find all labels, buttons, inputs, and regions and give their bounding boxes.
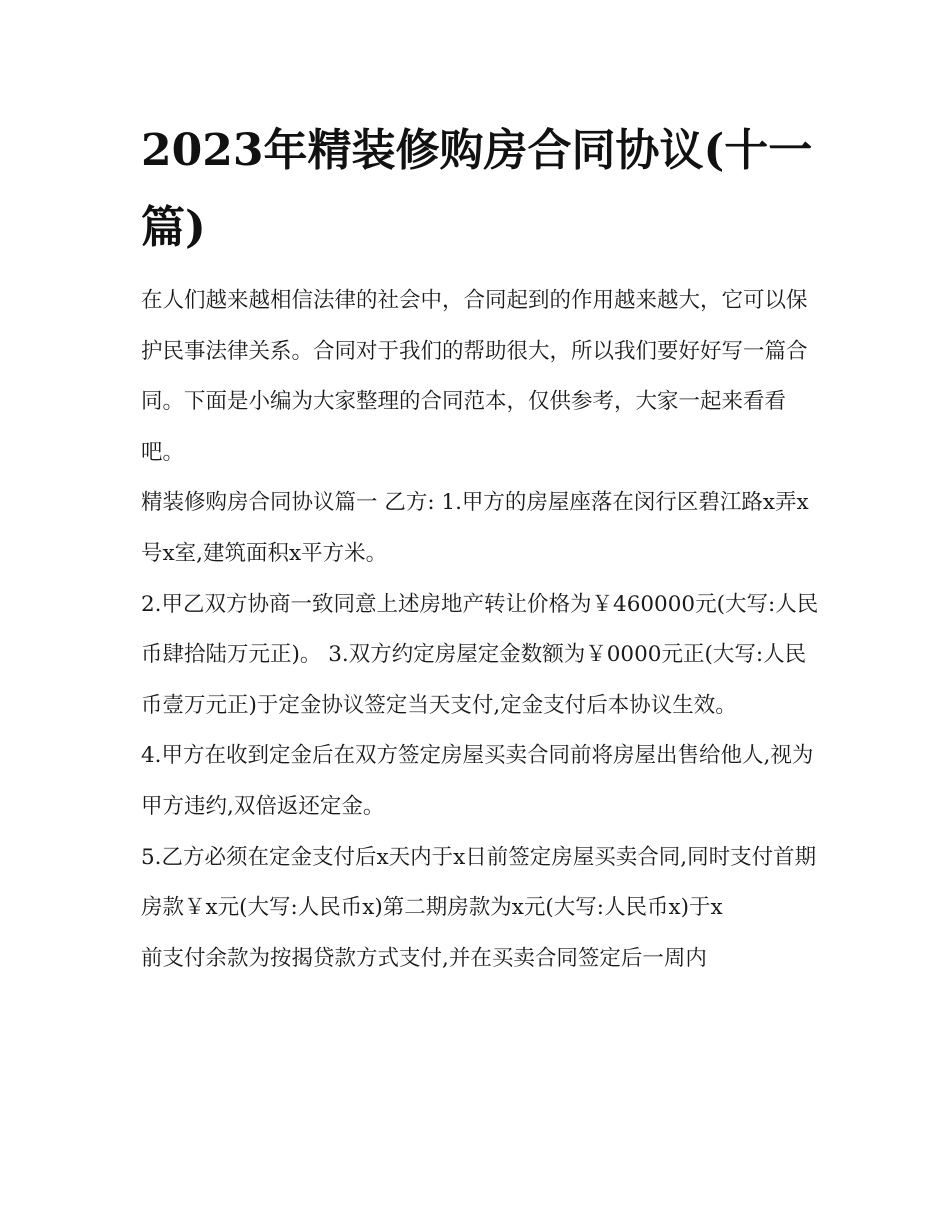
paragraph-continued: 前支付余款为按揭贷款方式支付,并在买卖合同签定后一周内 <box>141 945 707 971</box>
paragraph-clause-4: 4.甲方在收到定金后在双方签定房屋买卖合同前将房屋出售给他人,视为甲方违约,双倍返还定金。 <box>141 743 814 819</box>
paragraph-intro: 在人们越来越相信法律的社会中，合同起到的作用越来越大，它可以保护民事法律关系。合同对于我们的帮助很大，所以我们要好好写一篇合同。下面是小编为大家整理的合同范本，仅供参考，大家一起来看看吧。 <box>141 288 808 465</box>
paragraph-clause-1: 精装修购房合同协议篇一 乙方: 1.甲方的房屋座落在闵行区碧江路x弄x号x室,建筑面积x平方米。 <box>141 490 809 566</box>
paragraph-clause-2-3: 2.甲乙双方协商一致同意上述房地产转让价格为￥460000元(大写:人民币肆拾陆万元正)。 3.双方约定房屋定金数额为￥0000元正(大写:人民币壹万元正)于定金协议签定当天支付,定金支付后本协议生效。 <box>141 591 819 718</box>
paragraph-clause-5: 5.乙方必须在定金支付后x天内于x日前签定房屋买卖合同,同时支付首期房款￥x元(大写:人民币x)第二期房款为x元(大写:人民币x)于x <box>141 844 817 921</box>
document-title: 2023年精装修购房合同协议(十一篇) <box>141 125 813 253</box>
document-body <box>141 276 821 984</box>
